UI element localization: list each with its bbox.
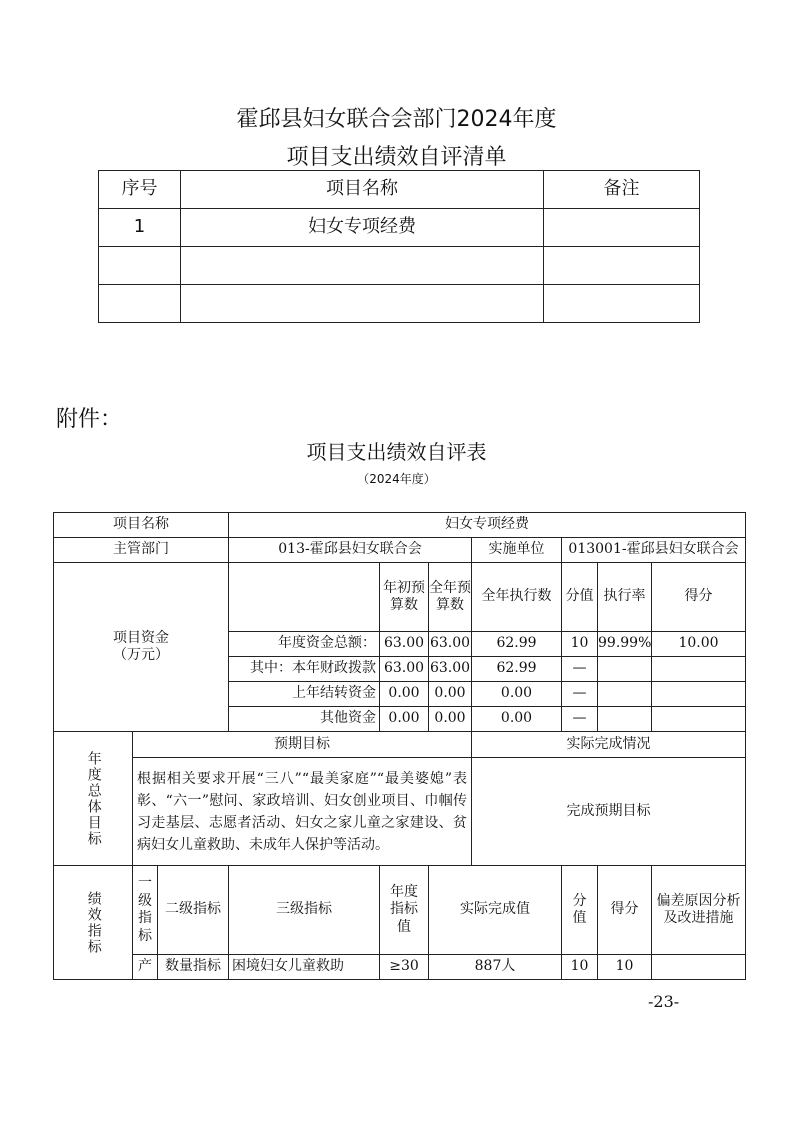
project-name: 妇女专项经费 (229, 513, 746, 538)
cell (652, 707, 746, 732)
table-header-row (99, 171, 700, 209)
dept: 013-霍邱县妇女联合会 (229, 538, 472, 563)
cell (99, 285, 181, 323)
cell (229, 563, 380, 632)
indicator-row (54, 955, 746, 980)
doc-title: 霍邱县妇女联合会部门2024年度 (236, 107, 557, 132)
cell (544, 285, 700, 323)
funds-label (54, 563, 229, 732)
cell (598, 707, 652, 732)
header-cell: 序号 (99, 171, 181, 209)
header-cell: 全年预算数 (429, 563, 472, 632)
cell (181, 247, 544, 285)
cell (544, 247, 700, 285)
cell: — (562, 682, 598, 707)
expected-label: 预期目标 (133, 732, 472, 758)
cell: 99.99% (598, 632, 652, 657)
header-cell (380, 866, 429, 955)
cell: 887人 (429, 955, 562, 980)
form-title: 项目支出绩效自评表 (306, 440, 487, 464)
table-row (99, 209, 700, 247)
cell: 63.00 (380, 632, 429, 657)
header-text: 偏差原因分析及改进措施 (656, 892, 741, 926)
goal-label-text: 年度总体目标 (85, 750, 102, 847)
cell: 困境妇女儿童救助 (229, 955, 380, 980)
cell: 10 (562, 955, 598, 980)
cell: 63.00 (429, 632, 472, 657)
header-cell: 项目名称 (181, 171, 544, 209)
table-row (99, 247, 700, 285)
funds-unit: （万元） (113, 647, 169, 663)
attachment-label: 附件： (56, 407, 123, 432)
header-cell: 年初预算数 (380, 563, 429, 632)
cell: 0.00 (429, 707, 472, 732)
impl-label: 实施单位 (472, 538, 562, 563)
cell (99, 247, 181, 285)
header-cell: 得分 (598, 866, 652, 955)
project-list-table (98, 170, 700, 323)
cell: ≥30 (380, 955, 429, 980)
page-number: -23- (648, 992, 680, 1011)
cell: 63.00 (429, 657, 472, 682)
header-cell (562, 866, 598, 955)
cell: 妇女专项经费 (181, 209, 544, 247)
cell (598, 682, 652, 707)
cell: 1 (99, 209, 181, 247)
cell: 0.00 (472, 682, 562, 707)
goal-label (54, 732, 133, 866)
impl: 013001-霍邱县妇女联合会 (562, 538, 746, 563)
cell (598, 657, 652, 682)
cell: 62.99 (472, 657, 562, 682)
dept-label: 主管部门 (54, 538, 229, 563)
cell: 数量指标 (158, 955, 229, 980)
header-cell: 备注 (544, 171, 700, 209)
cell: 0.00 (380, 682, 429, 707)
doc-subtitle: 项目支出绩效自评清单 (286, 145, 507, 170)
cell: 0.00 (380, 707, 429, 732)
cell: 10 (562, 632, 598, 657)
cell: 63.00 (380, 657, 429, 682)
row-label: 其他资金 (229, 707, 380, 732)
actual-text: 完成预期目标 (472, 758, 746, 866)
header-cell: 二级指标 (158, 866, 229, 955)
header-cell: 实际完成值 (429, 866, 562, 955)
cell (652, 682, 746, 707)
cell: 10 (598, 955, 652, 980)
cell (652, 657, 746, 682)
header-cell: 三级指标 (229, 866, 380, 955)
indicator-label-text: 绩效指标 (85, 890, 102, 955)
header-text: 一级指标 (138, 875, 152, 944)
cell: 0.00 (429, 682, 472, 707)
form-year: （2024年度） (357, 472, 436, 486)
row-label: 年度资金总额： (229, 632, 380, 657)
header-cell: 分值 (562, 563, 598, 632)
cell: — (562, 657, 598, 682)
row-label: 其中：本年财政拨款 (229, 657, 380, 682)
header-text: 年度指标值 (390, 883, 418, 935)
cell: — (562, 707, 598, 732)
header-cell: 执行率 (598, 563, 652, 632)
cell (652, 955, 746, 980)
header-cell: 得分 (652, 563, 746, 632)
self-evaluation-table (53, 512, 746, 980)
header-cell (652, 866, 746, 955)
row-label: 上年结转资金 (229, 682, 380, 707)
header-text: 分值 (572, 892, 587, 926)
cell: 产 (133, 955, 158, 980)
expected-text: 根据相关要求开展“三八”“最美家庭”“最美婆媳”表彰、“六一”慰问、家政培训、妇女创业项目、巾帼传习走基层、志愿者活动、妇女之家儿童之家建设、贫病妇女儿童救助、未成年人保护等活动。 (133, 758, 472, 866)
table-row (99, 285, 700, 323)
cell: 10.00 (652, 632, 746, 657)
project-name-label: 项目名称 (54, 513, 229, 538)
actual-label: 实际完成情况 (472, 732, 746, 758)
cell: 62.99 (472, 632, 562, 657)
cell (181, 285, 544, 323)
cell (544, 209, 700, 247)
indicator-label (54, 866, 133, 980)
funds-label-text: 项目资金 (113, 629, 169, 646)
cell: 0.00 (472, 707, 562, 732)
header-cell (133, 866, 158, 955)
header-cell: 全年执行数 (472, 563, 562, 632)
